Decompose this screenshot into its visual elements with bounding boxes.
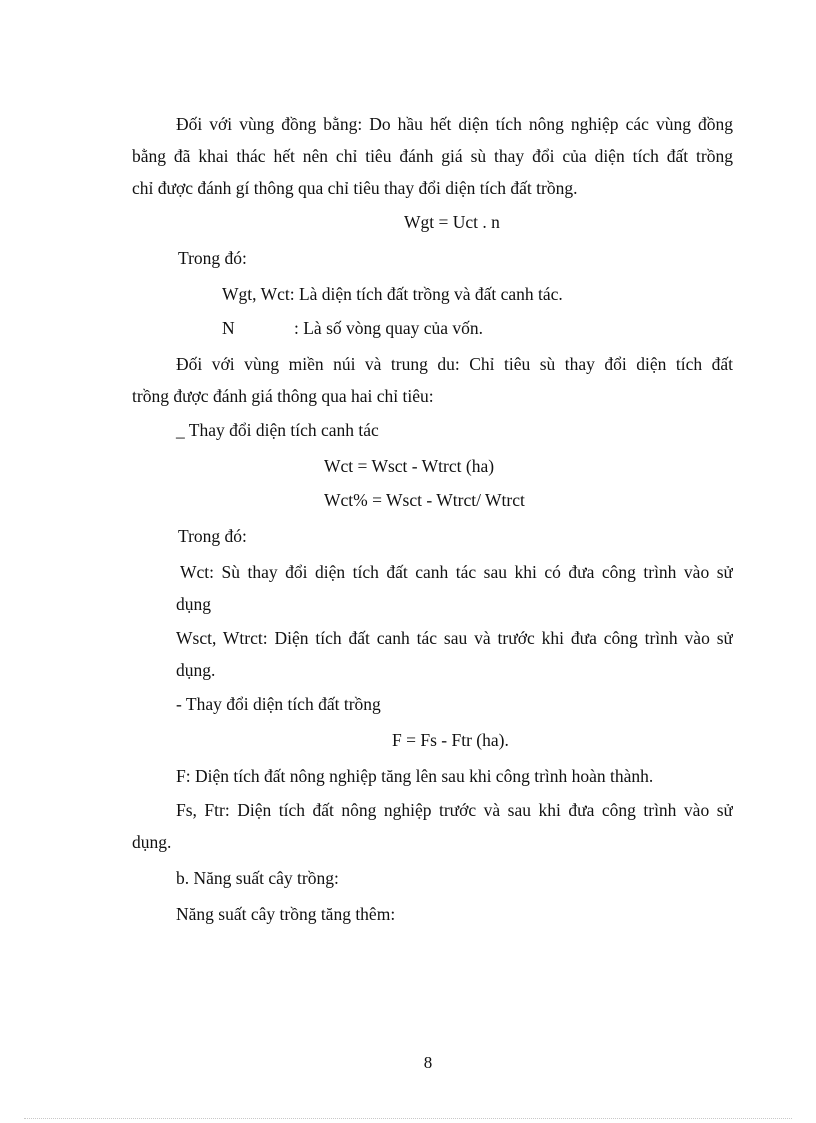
formula-line: Wct% = Wsct - Wtrct/ Wtrct [324, 490, 525, 510]
paragraph-line: Đối với vùng miền núi và trung du: Chỉ tiêu sù thay đổi diện tích đất [176, 354, 733, 374]
paragraph-line: Wgt, Wct: Là diện tích đất trồng và đất canh tác. [222, 284, 563, 304]
paragraph-line: bằng đã khai thác hết nên chỉ tiêu đánh giá sù thay đổi của diện tích đất trồng [132, 146, 733, 166]
paragraph-line: Trong đó: [178, 526, 247, 546]
page-number: 8 [423, 1053, 433, 1072]
paragraph-line: trồng được đánh giá thông qua hai chỉ tiêu: [132, 386, 434, 406]
paragraph-line: - Thay đổi diện tích đất trồng [176, 694, 381, 714]
paragraph-line: Fs, Ftr: Diện tích đất nông nghiệp trước và sau khi đưa công trình vào sử [176, 800, 733, 820]
formula-line: F = Fs - Ftr (ha). [392, 730, 509, 750]
paragraph-line: Wct: Sù thay đổi diện tích đất canh tác sau khi có đưa công trình vào sử [180, 562, 733, 582]
paragraph-line: b. Năng suất cây trồng: [176, 868, 339, 888]
paragraph-line: Đối với vùng đồng bằng: Do hầu hết diện tích nông nghiệp các vùng đồng [176, 114, 733, 134]
paragraph-line: _ Thay đổi diện tích canh tác [176, 420, 379, 440]
paragraph-line: Wsct, Wtrct: Diện tích đất canh tác sau và trước khi đưa công trình vào sử [176, 628, 733, 648]
formula-line: Wct = Wsct - Wtrct (ha) [324, 456, 495, 476]
paragraph-line: F: Diện tích đất nông nghiệp tăng lên sau khi công trình hoàn thành. [176, 766, 654, 786]
paragraph-line: dụng. [132, 832, 172, 852]
paragraph-line: N [222, 318, 235, 338]
paragraph-line: chỉ được đánh gí thông qua chỉ tiêu thay đổi diện tích đất trồng. [132, 178, 578, 198]
paragraph-line: dụng [176, 594, 211, 614]
paragraph-line: Trong đó: [178, 248, 247, 268]
formula-line: Wgt = Uct . n [404, 212, 500, 232]
page-footer-divider [24, 1118, 792, 1119]
paragraph-line: : Là số vòng quay của vốn. [294, 318, 484, 338]
paragraph-line: Năng suất cây trồng tăng thêm: [176, 904, 396, 924]
paragraph-line: dụng. [176, 660, 216, 680]
